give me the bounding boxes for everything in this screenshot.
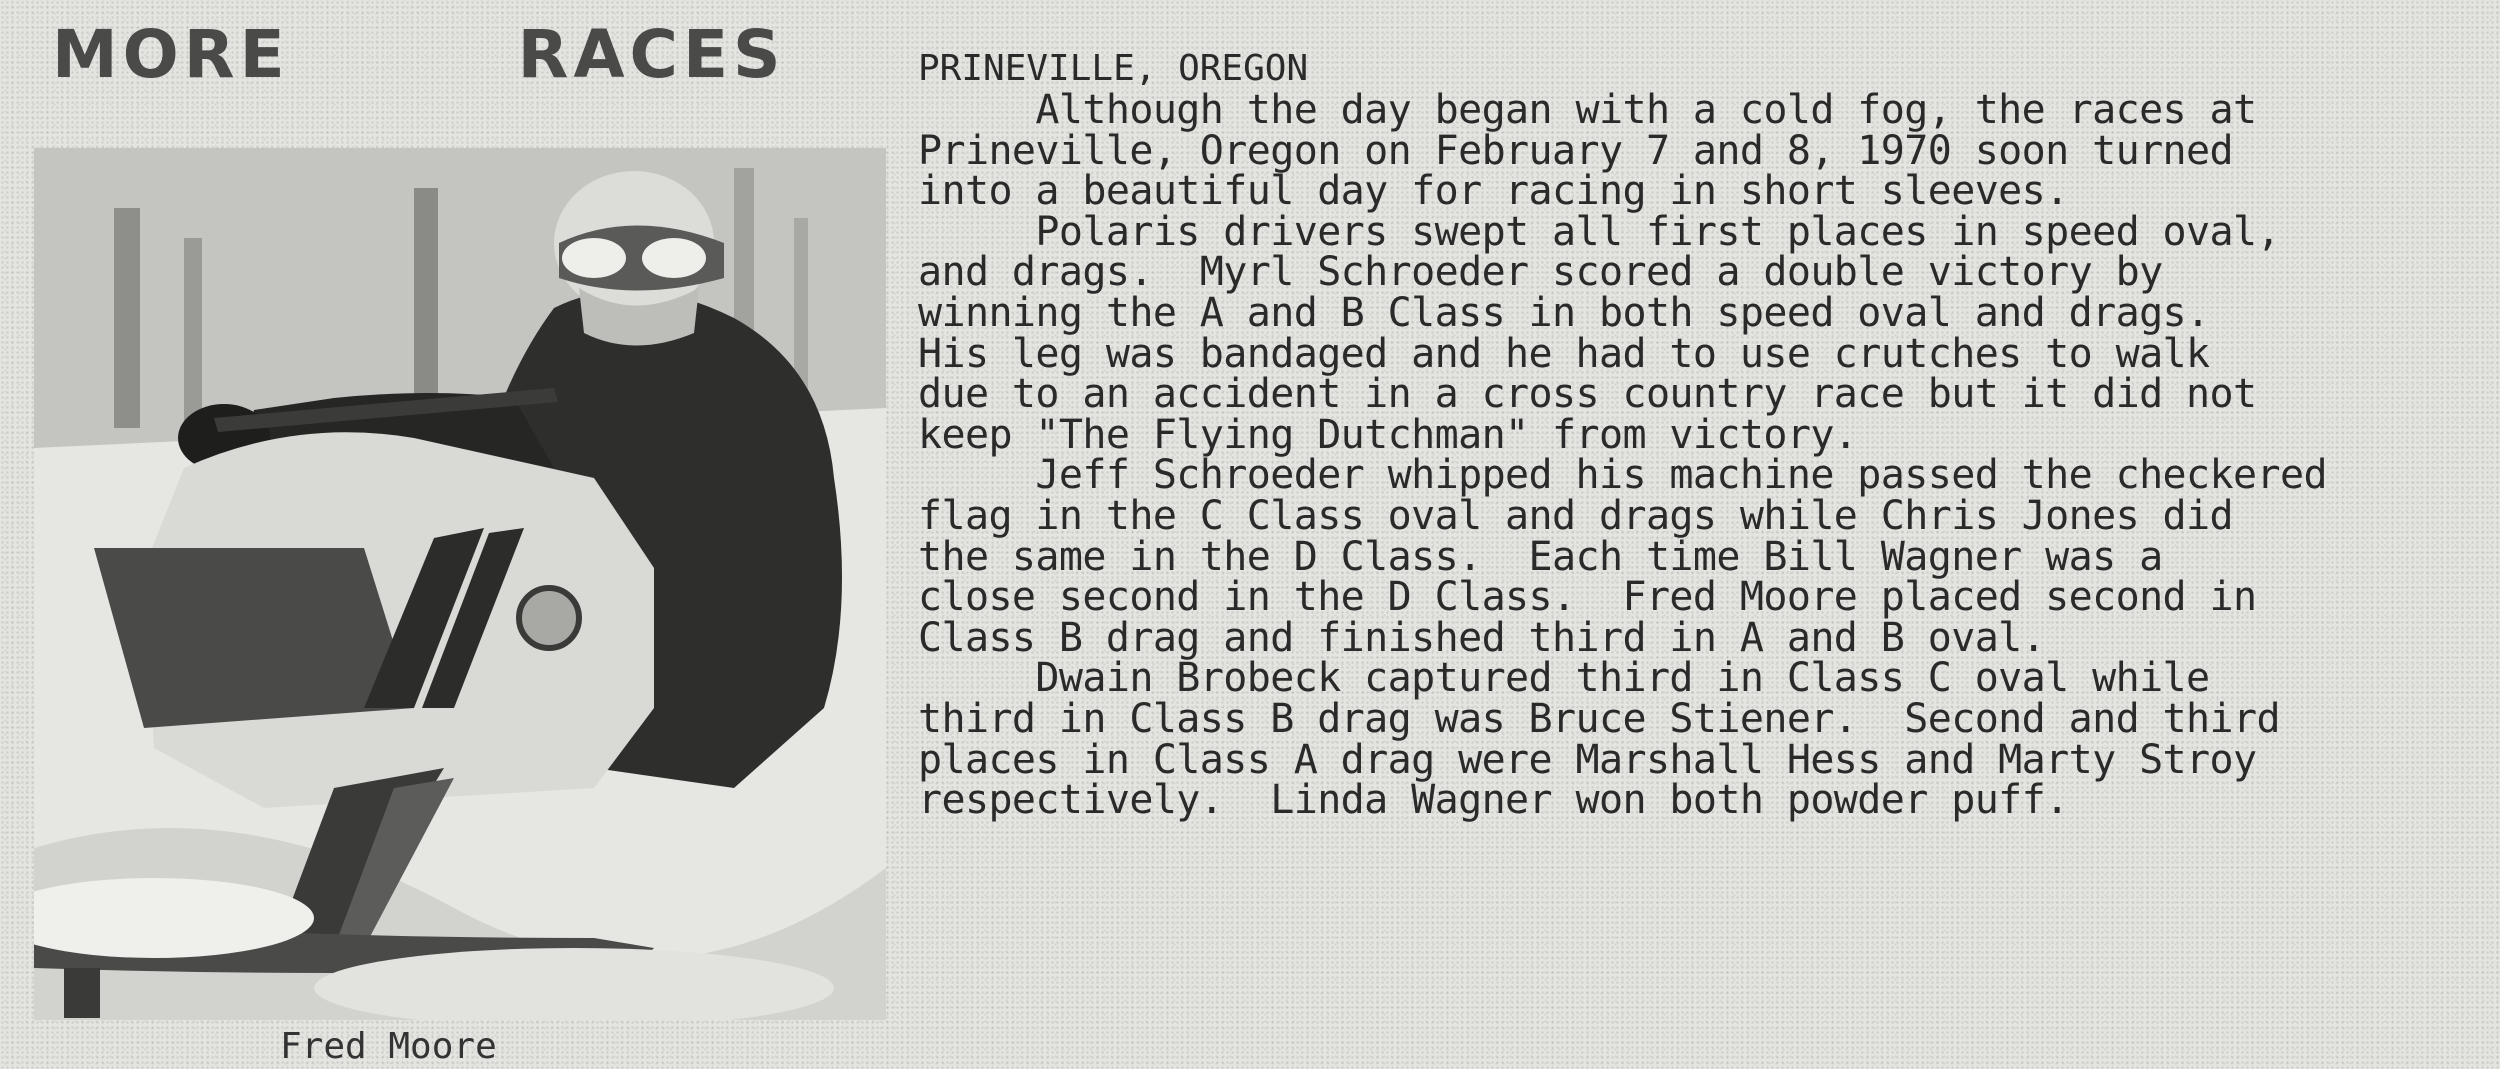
article-line: into a beautiful day for racing in short sleeves. — [918, 168, 2069, 215]
article-line: and drags. Myrl Schroeder scored a double victory by — [918, 249, 2163, 296]
article — [918, 48, 2488, 824]
article-line: third in Class B drag was Bruce Stiener. Second and third — [918, 695, 2280, 742]
snowmobile-photo-drawing — [34, 148, 886, 1020]
article-line: Polaris drivers swept all first places in speed oval, — [918, 208, 2280, 255]
article-line: Prineville, Oregon on February 7 and 8, 1970 soon turned — [918, 127, 2233, 174]
article-line: due to an accident in a cross country race but it did not — [918, 371, 2257, 418]
snowmobile-photo — [34, 148, 886, 1020]
article-line: flag in the C Class oval and drags while Chris Jones did — [918, 492, 2233, 539]
article-line: keep "The Flying Dutchman" from victory. — [918, 411, 1858, 458]
article-dateline: PRINEVILLE, OREGON — [918, 48, 1309, 89]
article-line: Although the day began with a cold fog, the races at — [918, 87, 2257, 133]
article-line: Dwain Brobeck captured third in Class C oval while — [918, 655, 2210, 702]
article-line: close second in the D Class. Fred Moore placed second in — [918, 574, 2257, 621]
article-line: places in Class A drag were Marshall Hess and Marty Stroy — [918, 736, 2257, 783]
headline: MORE RACES — [52, 16, 786, 93]
article-line: respectively. Linda Wagner won both powder puff. — [918, 777, 2069, 824]
article-line: Jeff Schroeder whipped his machine passed the checkered — [918, 452, 2327, 499]
article-line: the same in the D Class. Each time Bill Wagner was a — [918, 533, 2163, 580]
article-line: winning the A and B Class in both speed oval and drags. — [918, 289, 2210, 336]
article-line: Class B drag and finished third in A and B oval. — [918, 614, 2046, 661]
article-line: His leg was bandaged and he had to use crutches to walk — [918, 330, 2210, 377]
photo-caption: Fred Moore — [280, 1026, 497, 1067]
